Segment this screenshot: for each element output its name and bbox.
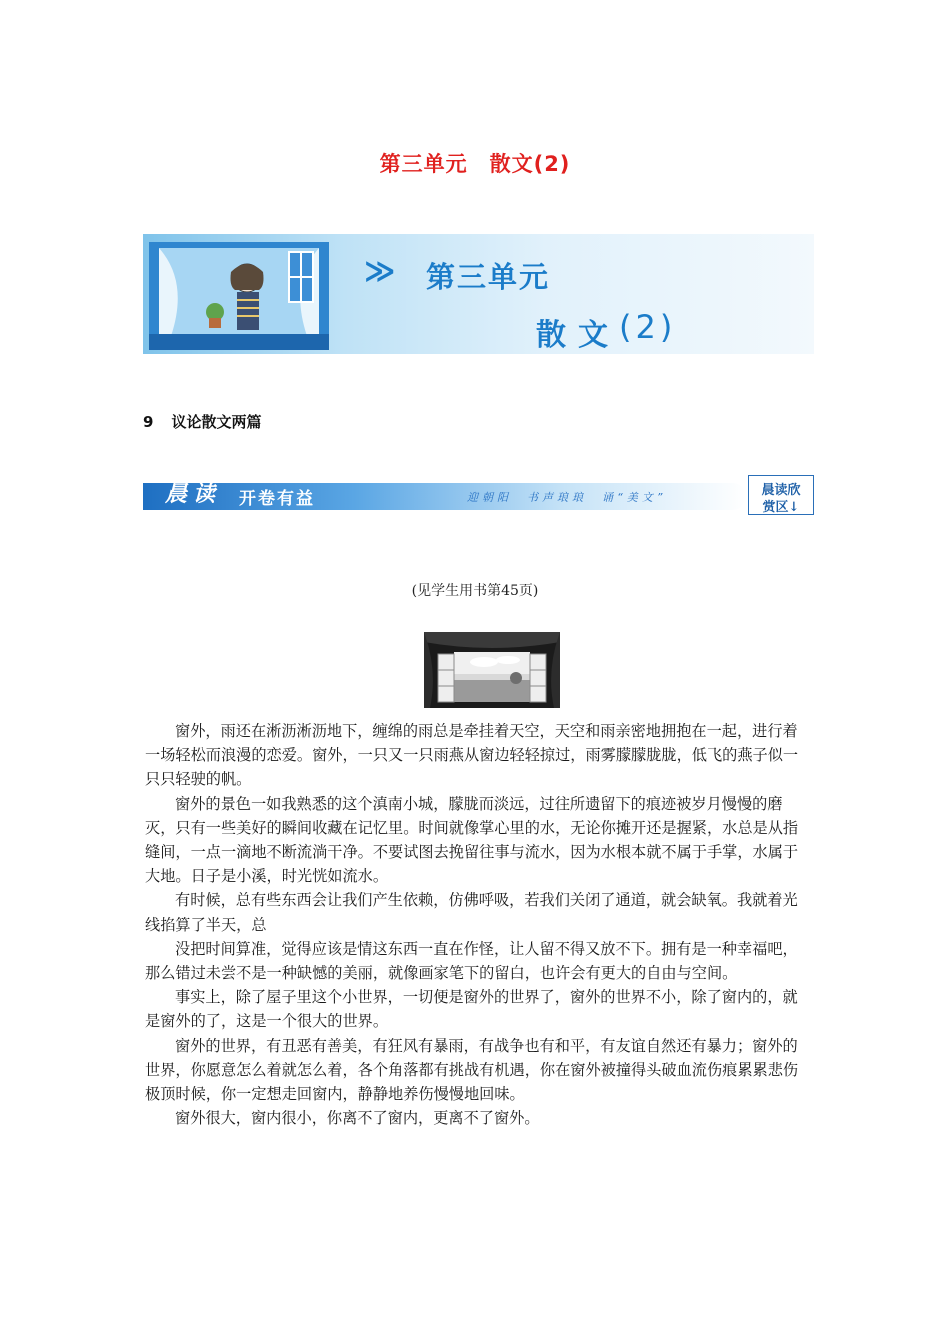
- morning-reading-banner: [143, 475, 814, 515]
- paragraph: 窗外的景色一如我熟悉的这个滇南小城，朦胧而淡远，过往所遗留下的痕迹被岁月慢慢的磨灭，只有一些美好的瞬间收藏在记忆里。时间就像掌心里的水，无论你摊开还是握紧，水总是从指缝间，一点一滴地不断流淌干净。不要试图去挽留往事与流水，因为水根本就不属于手掌，水属于大地。日子是小溪，时光恍如流水。: [145, 794, 799, 886]
- essay-body: [145, 719, 811, 1130]
- section-heading: [143, 411, 261, 432]
- banner-unit-label: 第三单元: [426, 260, 551, 294]
- paragraph: 事实上，除了屋子里这个小世界，一切便是窗外的世界了，窗外的世界不小，除了窗内的，就是窗外的了，这是一个很大的世界。: [145, 988, 798, 1031]
- page-reference: (见学生用书第45页): [411, 583, 539, 599]
- paragraph: 有时候，总有些东西会让我们产生依赖，仿佛呼吸，若我们关闭了通道，就会缺氧。我就着光线掐算了半天，总: [145, 891, 798, 934]
- reading-tag-line2: 赏区↓: [762, 500, 800, 515]
- paragraph: 窗外，雨还在淅沥淅沥地下，缠绵的雨总是牵挂着天空，天空和雨亲密地拥抱在一起，进行着一场轻松而浪漫的恋爱。窗外，一只又一只雨燕从窗边轻轻掠过，雨雾朦朦胧胧，低飞的燕子似一只只轻驶的帆。: [145, 722, 799, 789]
- banner-genre-number: (2): [619, 308, 677, 346]
- paragraph: 没把时间算准，觉得应该是情这东西一直在作怪，让人留不得又放不下。拥有是一种幸福吧，那么错过未尝不是一种缺憾的美丽，就像画家笔下的留白，也许会有更大的自由与空间。: [145, 939, 798, 983]
- unit-banner: [143, 234, 814, 354]
- section-number: 9: [143, 413, 154, 431]
- window-landscape-photo: [424, 632, 560, 708]
- reading-tag-line1: 晨读欣: [761, 483, 801, 498]
- banner-genre-label: 散文: [536, 318, 620, 353]
- reading-banner-subtitle: 迎朝阳 书声琅琅 诵“美文”: [467, 491, 667, 504]
- reading-section-tag: [748, 475, 814, 515]
- reading-banner-title: 晨读: [165, 481, 222, 507]
- reading-banner-motto: 开卷有益: [239, 489, 315, 509]
- page-title: 第三单元 散文(2): [379, 152, 571, 176]
- double-chevron-icon: ≫: [364, 254, 390, 289]
- window-girl-illustration: [149, 242, 329, 350]
- paragraph: 窗外的世界，有丑恶有善美，有狂风有暴雨，有战争也有和平，有友谊自然还有暴力；窗外的世界，你愿意怎么着就怎么着，各个角落都有挑战有机遇，你在窗外被撞得头破血流伤痕累累悲伤极顶时候，你一定想走回窗内，静静地养伤慢慢地回味。: [145, 1036, 799, 1104]
- paragraph: 窗外很大，窗内很小，你离不了窗内，更离不了窗外。: [175, 1109, 540, 1128]
- section-title: 议论散文两篇: [171, 413, 262, 431]
